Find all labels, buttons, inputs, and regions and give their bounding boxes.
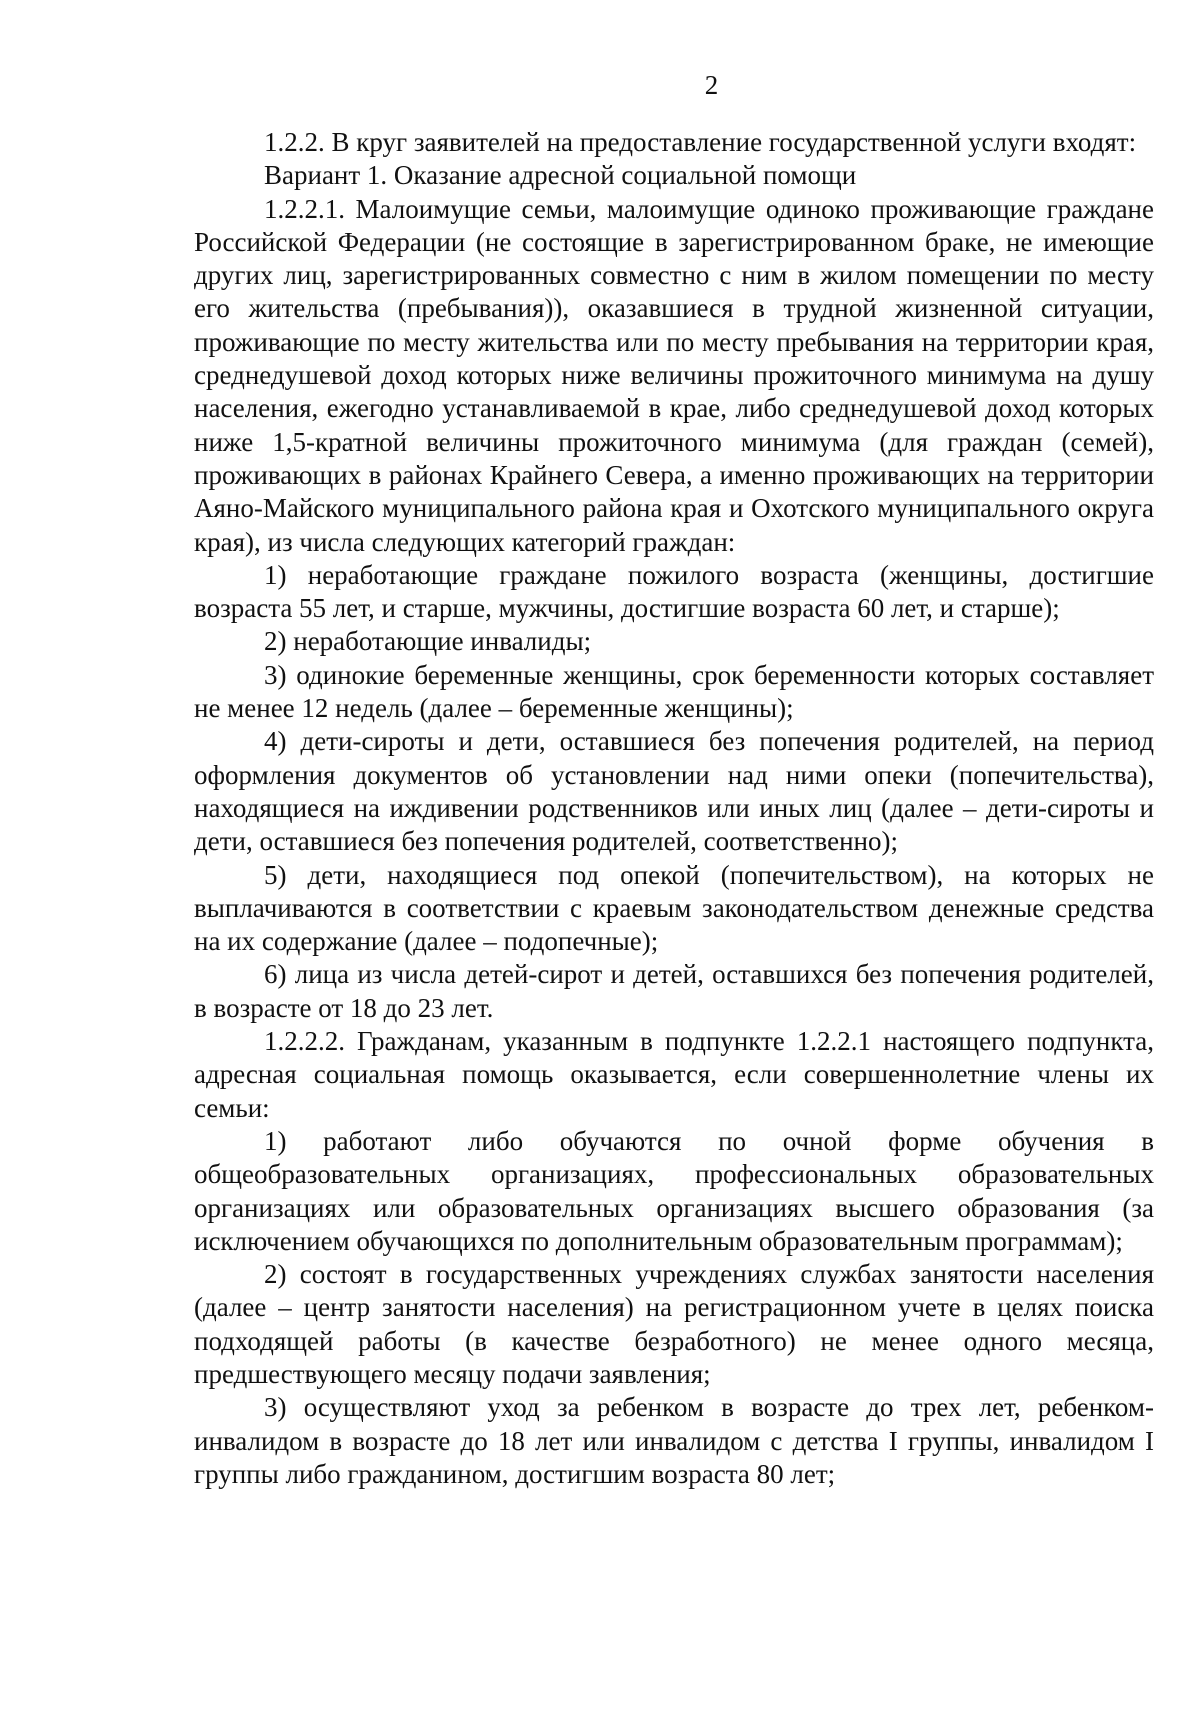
condition-item-1: 1) работают либо обучаются по очной форме обучения в общеобразовательных организациях, профессиональных образовательных организациях или образовательных организациях высшего образования (за исключением обучающихся по дополнительным образовательным программам);: [194, 1125, 1154, 1256]
list-item-5: 5) дети, находящиеся под опекой (попечительством), на которых не выплачиваются в соответствии с краевым законодательством денежные средства на их содержание (далее – подопечные);: [194, 859, 1154, 957]
list-item-6: 6) лица из числа детей-сирот и детей, оставшихся без попечения родителей, в возрасте от 18 до 23 лет.: [194, 959, 1154, 1023]
paragraph-1-2-2-2: 1.2.2.2. Гражданам, указанным в подпункте 1.2.2.1 настоящего подпункта, адресная социальная помощь оказывается, если совершеннолетние члены их семьи:: [194, 1026, 1154, 1123]
page-number: 2: [704, 70, 719, 100]
list-item-4: 4) дети-сироты и дети, оставшиеся без попечения родителей, на период оформления документов об установлении над ними опеки (попечительства), находящиеся на иждивении родственников или иных лиц (далее – дети-сироты и дети, оставшиеся без попечения родителей, соответственно);: [194, 726, 1154, 857]
condition-item-2: 2) состоят в государственных учреждениях службах занятости населения (далее – центр занятости населения) на регистрационном учете в целях поиска подходящей работы (в качестве безработного) не менее одного месяца, предшествующего месяцу подачи заявления;: [194, 1259, 1154, 1389]
paragraph-1-2-2: 1.2.2. В круг заявителей на предоставление государственной услуги входят:: [264, 127, 1137, 157]
list-item-1: 1) неработающие граждане пожилого возраста (женщины, достигшие возраста 55 лет, и старше, мужчины, достигшие возраста 60 лет, и старше);: [194, 559, 1154, 624]
list-item-3: 3) одинокие беременные женщины, срок беременности которых составляет не менее 12 недель (далее – беременные женщины);: [194, 659, 1154, 724]
document-body: [194, 126, 1154, 1491]
paragraph-1-2-2-1: 1.2.2.1. Малоимущие семьи, малоимущие одиноко проживающие граждане Российской Федерации (не состоящие в зарегистрированном браке, не имеющие других лиц, зарегистрированных совместно с ним в жилом помещении по месту его жительства (пребывания)), оказавшиеся в трудной жизненной ситуации, проживающие по месту жительства или по месту пребывания на территории края, среднедушевой доход которых ниже величины прожиточного минимума на душу населения, ежегодно устанавливаемой в крае, либо среднедушевой доход которых ниже 1,5-кратной величины прожиточного минимума (для граждан (семей), проживающих в районах Крайнего Севера, а именно проживающих на территории Аяно-Майского муниципального района края и Охотского муниципального округа края), из числа следующих категорий граждан:: [194, 193, 1154, 557]
variant-heading: Вариант 1. Оказание адресной социальной помощи: [264, 160, 857, 191]
condition-item-3: 3) осуществляют уход за ребенком в возрасте до трех лет, ребенком-инвалидом в возрасте до 18 лет или инвалидом с детства I группы, инвалидом I группы либо гражданином, достигшим возраста 80 лет;: [194, 1392, 1154, 1489]
list-item-2: 2) неработающие инвалиды;: [264, 626, 592, 657]
